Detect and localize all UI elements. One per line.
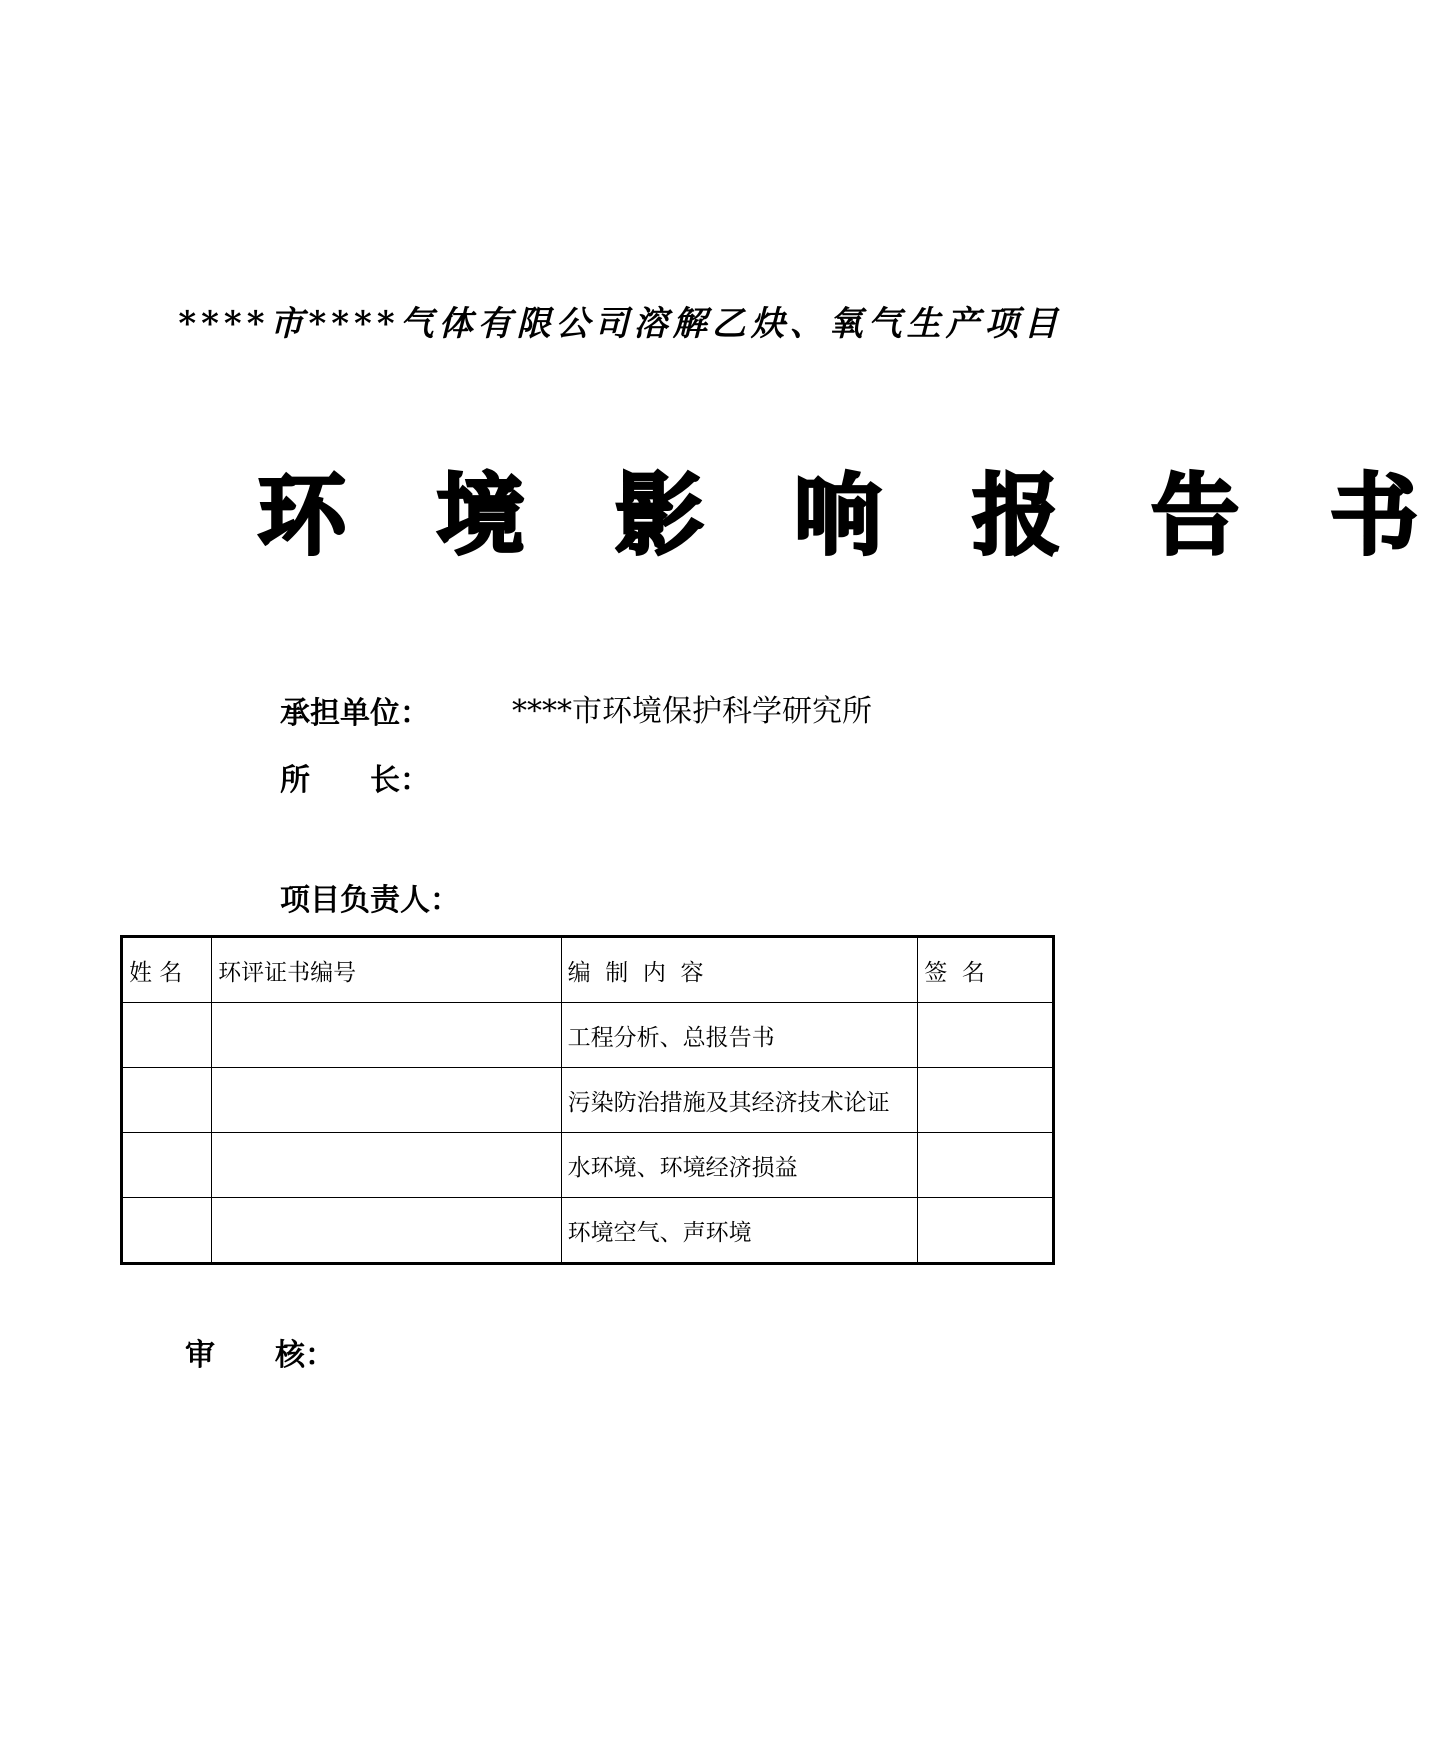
cell-name xyxy=(122,1133,212,1198)
undertaking-unit-label: 承担单位： xyxy=(280,696,430,731)
staff-table xyxy=(120,935,1055,1265)
cell-signature xyxy=(918,1068,1054,1133)
table-row xyxy=(122,1133,1054,1198)
cell-content: 污染防治措施及其经济技术论证 xyxy=(561,1068,918,1133)
cell-signature xyxy=(918,1198,1054,1264)
table-header-row xyxy=(122,937,1054,1003)
cell-cert-number xyxy=(212,1198,562,1264)
cell-name xyxy=(122,1003,212,1068)
table-row xyxy=(122,1198,1054,1264)
cell-cert-number xyxy=(212,1133,562,1198)
cell-content: 环境空气、声环境 xyxy=(561,1198,918,1264)
cell-name xyxy=(122,1068,212,1133)
director-label: 所 长： xyxy=(280,763,430,798)
project-subtitle: ****市****气体有限公司溶解乙炔、氧气生产项目 xyxy=(178,304,1063,344)
report-title: 环 境 影 响 报 告 书 xyxy=(258,464,1448,567)
cell-content: 水环境、环境经济损益 xyxy=(561,1133,918,1198)
review-label: 审 核： xyxy=(185,1338,335,1373)
project-lead-label: 项目负责人： xyxy=(280,883,460,918)
cell-signature xyxy=(918,1133,1054,1198)
header-content: 编 制 内 容 xyxy=(561,937,918,1003)
cell-name xyxy=(122,1198,212,1264)
table-row xyxy=(122,1003,1054,1068)
cell-content: 工程分析、总报告书 xyxy=(561,1003,918,1068)
table-row xyxy=(122,1068,1054,1133)
cell-signature xyxy=(918,1003,1054,1068)
header-name: 姓 名 xyxy=(122,937,212,1003)
header-signature: 签 名 xyxy=(918,937,1054,1003)
cell-cert-number xyxy=(212,1003,562,1068)
cell-cert-number xyxy=(212,1068,562,1133)
undertaking-unit-value: ****市环境保护科学研究所 xyxy=(512,694,872,729)
header-cert-number: 环评证书编号 xyxy=(212,937,562,1003)
